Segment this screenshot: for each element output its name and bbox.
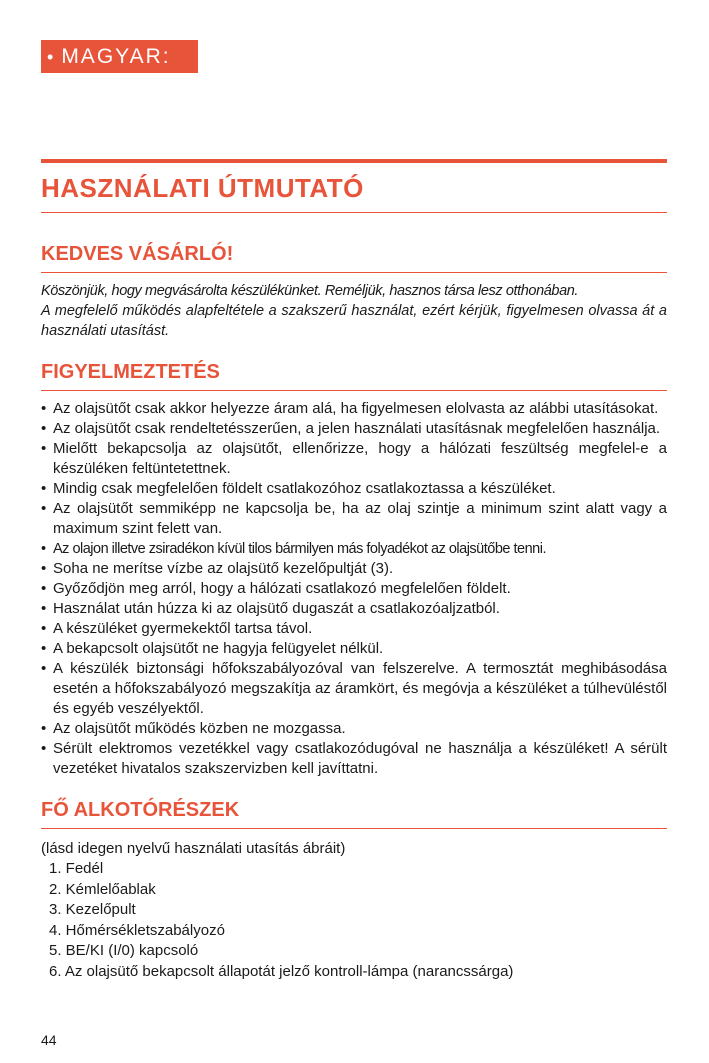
warning-item: • Az olajsütőt semmiképp ne kapcsolja be, ha az olaj szintje a minimum szint alatt vagy a maximum szint felett van. [41,500,667,537]
warning-item: • A bekapcsolt olajsütőt ne hagyja felügyelet nélkül. [41,640,384,657]
customer-paragraph-1: Köszönjük, hogy megvásárolta készülékünket. Reméljük, hasznos társa lesz otthonában. [41,283,579,299]
warning-item: • Az olajsütőt csak akkor helyezze áram alá, ha figyelmesen elolvasta az alábbi utasításokat. [41,400,659,417]
document-body [41,159,667,982]
customer-rule [41,272,667,273]
warning-item: • A készüléket gyermekektől tartsa távol. [41,620,313,637]
warning-item: • A készülék biztonsági hőfokszabályozóval van felszerelve. A termosztát meghibásodása esetén a hőfokszabályozó megszakítja az áramkört, és megóvja a készüléket a túlhevüléstől és egyéb veszélyektől. [41,660,667,717]
language-tag-bullet: • [47,47,56,67]
warning-item: • Az olajsütőt működés közben ne mozgassa. [41,720,346,737]
parts-item: 5. BE/KI (I/0) kapcsoló [49,942,199,959]
parts-item: 3. Kezelőpult [49,901,136,918]
customer-paragraph-2: A megfelelő működés alapfeltétele a szakszerű használat, ezért kérjük, figyelmesen olvassa át a használati utasítást. [41,303,667,339]
parts-item: 6. Az olajsütő bekapcsolt állapotát jelző kontroll-lámpa (narancssárga) [49,962,514,980]
warning-list [41,399,667,779]
parts-intro: (lásd idegen nyelvű használati utasítás ábráit) [41,840,346,857]
warning-rule [41,390,667,391]
page-title: HASZNÁLATI ÚTMUTATÓ [41,173,364,203]
warning-item: • Győződjön meg arról, hogy a hálózati csatlakozó megfelelően földelt. [41,580,511,597]
parts-item: 1. Fedél [49,860,104,877]
parts-item: 4. Hőmérsékletszabályozó [49,921,225,939]
parts-list [41,859,667,982]
parts-rule [41,828,667,829]
customer-heading: KEDVES VÁSÁRLÓ! [41,243,234,265]
parts-section [41,799,667,982]
warning-item: • Mielőtt bekapcsolja az olajsütőt, ellenőrizze, hogy a hálózati feszültség megfelel-e a készüléken feltüntetettnek. [41,440,667,477]
warning-item: • Mindig csak megfelelően földelt csatlakozóhoz csatlakoztassa a készüléket. [41,480,556,497]
warning-item: • Sérült elektromos vezetékkel vagy csatlakozódugóval ne használja a készüléket! A sérült vezetéket hivatalos szakszervizben kell javíttatni. [41,740,667,777]
warning-item: • Az olajsütőt csak rendeltetésszerűen, a jelen használati utasításnak megfelelően használja. [41,420,661,437]
title-bottom-rule [41,212,667,213]
warning-item: • Soha ne merítse vízbe az olajsütő kezelőpultját (3). [41,560,394,577]
page-number: 44 [41,1032,57,1048]
warning-item: • Az olajon illetve zsiradékon kívül tilos bármilyen más folyadékot az olajsütőbe tenni. [41,541,546,557]
warning-item: • Használat után húzza ki az olajsütő dugaszát a csatlakozóaljzatból. [41,600,500,617]
title-top-rule [41,159,667,163]
warning-heading: FIGYELMEZTETÉS [41,361,220,383]
warning-section [41,361,667,779]
parts-heading: FŐ ALKOTÓRÉSZEK [41,799,240,821]
parts-item: 2. Kémlelőablak [49,880,156,898]
language-tag-label: MAGYAR: [61,45,171,68]
language-tag [41,40,198,73]
customer-section [41,243,667,341]
